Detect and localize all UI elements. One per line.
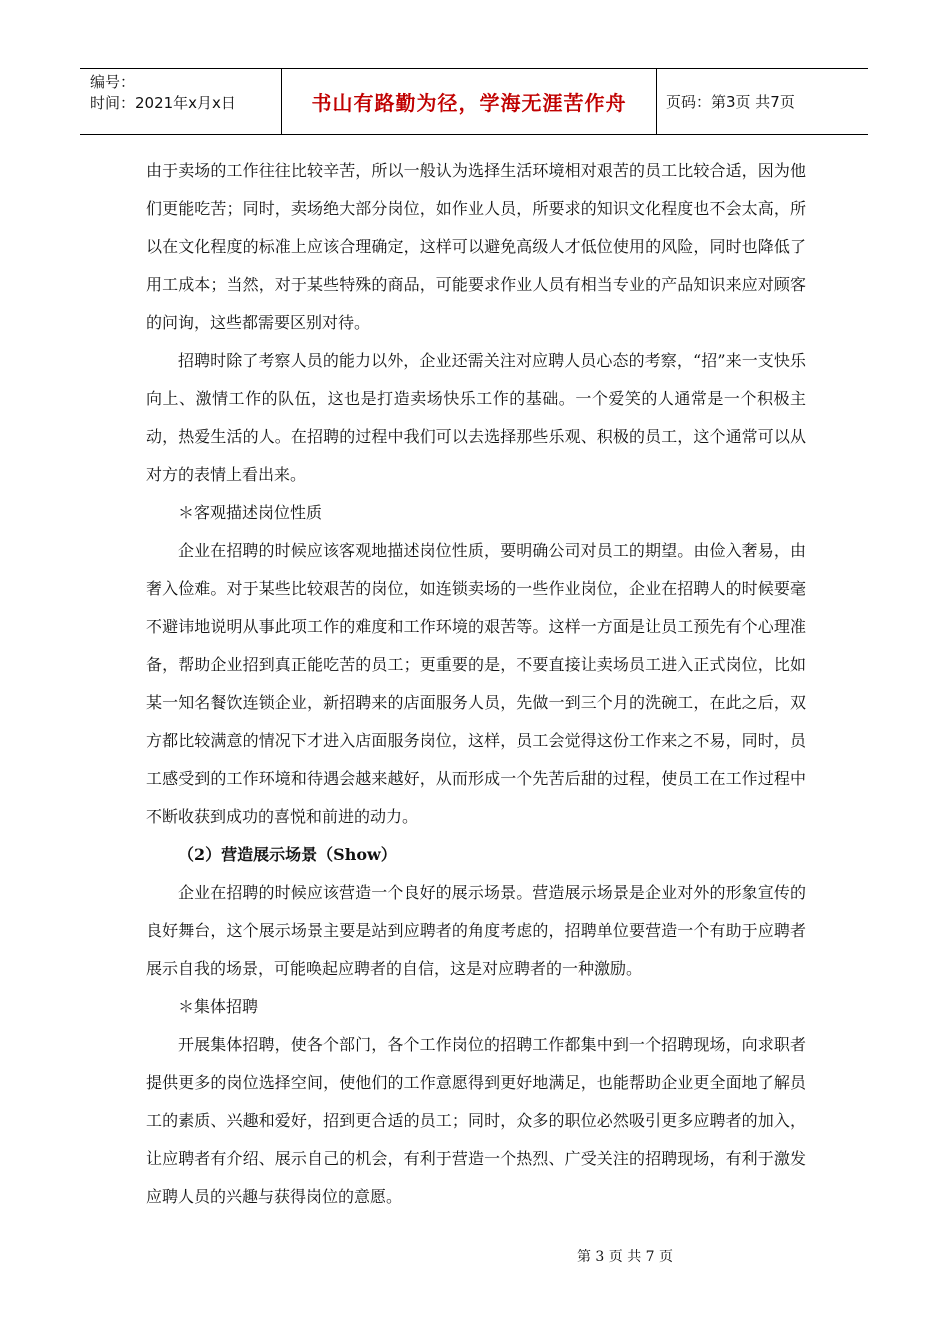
header-meta	[80, 69, 282, 134]
paragraph: 企业在招聘的时候应该客观地描述岗位性质，要明确公司对员工的期望。由俭入奢易，由奢入俭难。对于某些比较艰苦的岗位，如连锁卖场的一些作业岗位，企业在招聘人的时候要毫不避讳地说明从事此项工作的难度和工作环境的艰苦等。这样一方面是让员工预先有个心理准备，帮助企业招到真正能吃苦的员工；更重要的是，不要直接让卖场员工进入正式岗位，比如某一知名餐饮连锁企业，新招聘来的店面服务人员，先做一到三个月的洗碗工，在此之后，双方都比较满意的情况下才进入店面服务岗位，这样，员工会觉得这份工作来之不易，同时，员工感受到的工作环境和待遇会越来越好，从而形成一个先苦后甜的过程，使员工在工作过程中不断收获到成功的喜悦和前进的动力。	[146, 541, 806, 826]
page-footer: 第 3 页 共 7 页	[576, 1249, 674, 1265]
paragraph-continued: 由于卖场的工作往往比较辛苦，所以一般认为选择生活环境相对艰苦的员工比较合适，因为他们更能吃苦；同时，卖场绝大部分岗位，如作业人员，所要求的知识文化程度也不会太高，所以在文化程度的标准上应该合理确定，这样可以避免高级人才低位使用的风险，同时也降低了用工成本；当然，对于某些特殊的商品，可能要求作业人员有相当专业的产品知识来应对顾客的问询，这些都需要区别对待。	[146, 161, 806, 332]
document-number-label: 编号：	[90, 73, 136, 91]
section-heading-show: （2）营造展示场景（Show）	[178, 845, 397, 864]
header-page-number: 页码：第3页 共7页	[666, 93, 795, 111]
paragraph: 招聘时除了考察人员的能力以外，企业还需关注对应聘人员心态的考察，“招”来一支快乐向上、激情工作的队伍，这也是打造卖场快乐工作的基础。一个爱笑的人通常是一个积极主动，热爱生活的人。在招聘的过程中我们可以去选择那些乐观、积极的员工，这个通常可以从对方的表情上看出来。	[146, 351, 806, 484]
subheading-group-recruitment: ＊集体招聘	[178, 997, 259, 1016]
document-body	[146, 152, 806, 1216]
header-motto: 书山有路勤为径，学海无涯苦作舟	[282, 69, 657, 134]
document-date-label: 时间：2021年x月x日	[90, 94, 236, 112]
page-header	[80, 68, 868, 135]
paragraph: 企业在招聘的时候应该营造一个良好的展示场景。营造展示场景是企业对外的形象宣传的良好舞台，这个展示场景主要是站到应聘者的角度考虑的，招聘单位要营造一个有助于应聘者展示自我的场景，可能唤起应聘者的自信，这是对应聘者的一种激励。	[146, 883, 806, 978]
paragraph: 开展集体招聘，使各个部门，各个工作岗位的招聘工作都集中到一个招聘现场，向求职者提供更多的岗位选择空间，使他们的工作意愿得到更好地满足，也能帮助企业更全面地了解员工的素质、兴趣和爱好，招到更合适的员工；同时，众多的职位必然吸引更多应聘者的加入，让应聘者有介绍、展示自己的机会，有利于营造一个热烈、广受关注的招聘现场，有利于激发应聘人员的兴趣与获得岗位的意愿。	[146, 1035, 806, 1206]
subheading-job-description: ＊客观描述岗位性质	[178, 503, 323, 522]
